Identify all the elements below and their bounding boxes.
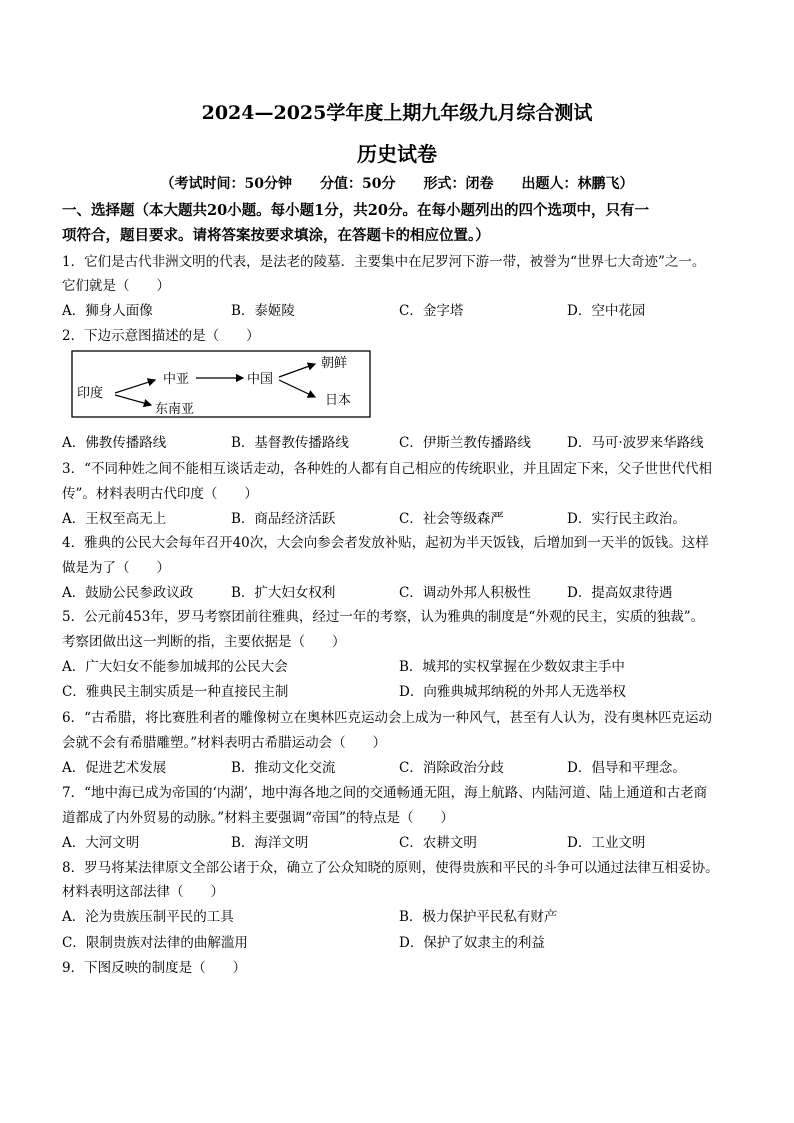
q1-option-a: A．狮身人面像	[62, 303, 153, 319]
q6-option-a: A．促进艺术发展	[62, 760, 167, 776]
question-5-line2: 考察团做出这一判断的指，主要依据是（ ）	[62, 634, 346, 650]
section-heading-line1: 一、选择题（本大题共20小题。每小题1分，共20分。在每小题列出的四个选项中，只有一	[62, 202, 649, 219]
question-2-line1: 2．下边示意图描述的是（ ）	[62, 328, 260, 344]
q2-option-b: B．基督教传播路线	[231, 435, 349, 451]
q1-option-c: C．金字塔	[399, 303, 464, 319]
diagram-mid-top-label: 中亚	[163, 372, 190, 387]
q1-option-d: D．空中花园	[567, 303, 646, 319]
q1-option-b: B．泰姬陵	[231, 303, 295, 319]
q2-option-a: A．佛教传播路线	[62, 435, 167, 451]
q8-option-b: B．极力保护平民私有财产	[399, 909, 558, 925]
question-1-line2: 它们就是（ ）	[62, 278, 170, 294]
question-3-line1: 3．“不同种姓之间不能相互谈话走动，各种姓的人都有自己相应的传统职业，并且固定下来，父子世世代代相	[62, 461, 712, 477]
q2-option-c: C．伊斯兰教传播路线	[399, 435, 531, 451]
q7-option-c: C．农耕文明	[399, 835, 477, 851]
q2-option-d: D．马可·波罗来华路线	[567, 435, 704, 451]
q8-option-a: A．沦为贵族压制平民的工具	[62, 909, 234, 925]
question-6-line1: 6．“古希腊，将比赛胜利者的雕像树立在奥林匹克运动会上成为一种风气，甚至有人认为，没有奥林匹克运动	[62, 710, 712, 726]
q4-option-b: B．扩大妇女权利	[231, 585, 336, 601]
section-heading-line2: 项符合，题目要求。请将答案按要求填涂，在答题卡的相应位置。）	[62, 227, 490, 244]
q5-option-c: C．雅典民主制实质是一种直接民主制	[62, 684, 289, 700]
q7-option-b: B．海洋文明	[231, 835, 309, 851]
question-9-line1: 9．下图反映的制度是（ ）	[62, 960, 247, 976]
exam-info: （考试时间：50分钟 分值：50分 形式：闭卷 出题人：林鹏飞）	[160, 176, 634, 192]
q7-option-a: A．大河文明	[62, 835, 140, 851]
question-1-line1: 1．它们是古代非洲文明的代表，是法老的陵墓．主要集中在尼罗河下游一带，被誉为“世界七大奇迹”之一。	[62, 254, 706, 270]
diagram-center-label: 中国	[247, 372, 274, 387]
question-6-line2: 会就不会有希腊雕塑。”材料表明古希腊运动会（ ）	[62, 735, 387, 751]
q6-option-b: B．推动文化交流	[231, 760, 336, 776]
exam-title: 2024—2025学年度上期九年级九月综合测试	[201, 102, 593, 124]
q4-option-c: C．调动外邦人积极性	[399, 585, 531, 601]
q3-option-d: D．实行民主政治。	[567, 511, 686, 527]
q5-option-b: B．城邦的实权掌握在少数奴隶主手中	[399, 659, 625, 675]
arrow-to-korea	[279, 364, 315, 377]
diagram-origin-label: 印度	[77, 386, 104, 401]
q4-option-a: A．鼓励公民参政议政	[62, 585, 194, 601]
diagram-dest-bottom-label: 日本	[325, 393, 352, 408]
q5-option-a: A．广大妇女不能参加城邦的公民大会	[62, 659, 288, 675]
question-3-line2: 传”。材料表明古代印度（ ）	[62, 486, 258, 502]
q6-option-d: D．倡导和平理念。	[567, 760, 686, 776]
question-4-line2: 做是为了（ ）	[62, 560, 170, 576]
q4-option-d: D．提高奴隶待遇	[567, 585, 673, 601]
question-5-line1: 5．公元前453年，罗马考察团前往雅典，经过一年的考察，认为雅典的制度是“外观的民主，实质的独裁”。	[62, 609, 705, 625]
question-7-line2: 道都成了内外贸易的动脉。”材料主要强调“帝国”的特点是（ ）	[62, 810, 454, 826]
q5-option-d: D．向雅典城邦纳税的外邦人无选举权	[399, 684, 626, 700]
q6-option-c: C．消除政治分歧	[399, 760, 504, 776]
q3-option-c: C．社会等级森严	[399, 511, 504, 527]
question-8-line2: 材料表明这部法律（ ）	[62, 884, 224, 900]
diagram-dest-top-label: 朝鲜	[321, 356, 348, 371]
q8-option-d: D．保护了奴隶主的利益	[399, 935, 545, 951]
q8-option-c: C．限制贵族对法律的曲解滥用	[62, 935, 248, 951]
arrow-to-central-asia	[115, 380, 155, 393]
q3-option-b: B．商品经济活跃	[231, 511, 336, 527]
arrow-to-japan	[279, 380, 315, 397]
spread-route-diagram	[71, 350, 371, 420]
arrow-to-southeast-asia	[115, 395, 151, 405]
q7-option-d: D．工业文明	[567, 835, 646, 851]
diagram-mid-bottom-label: 东南亚	[155, 402, 195, 417]
exam-subtitle: 历史试卷	[357, 142, 437, 166]
question-8-line1: 8．罗马将某法律原文全部公诸于众，确立了公众知晓的原则，使得贵族和平民的斗争可以通过法律互相妥协。	[62, 860, 719, 876]
q3-option-a: A．王权至高无上	[62, 511, 167, 527]
question-4-line1: 4．雅典的公民大会每年召开40次，大会向参会者发放补贴，起初为半天饭钱，后增加到一天半的饭钱。这样	[62, 535, 709, 551]
question-7-line1: 7．“地中海已成为帝国的‘内湖’，地中海各地之间的交通畅通无阻，海上航路、内陆河道、陆上通道和古老商	[62, 785, 708, 801]
